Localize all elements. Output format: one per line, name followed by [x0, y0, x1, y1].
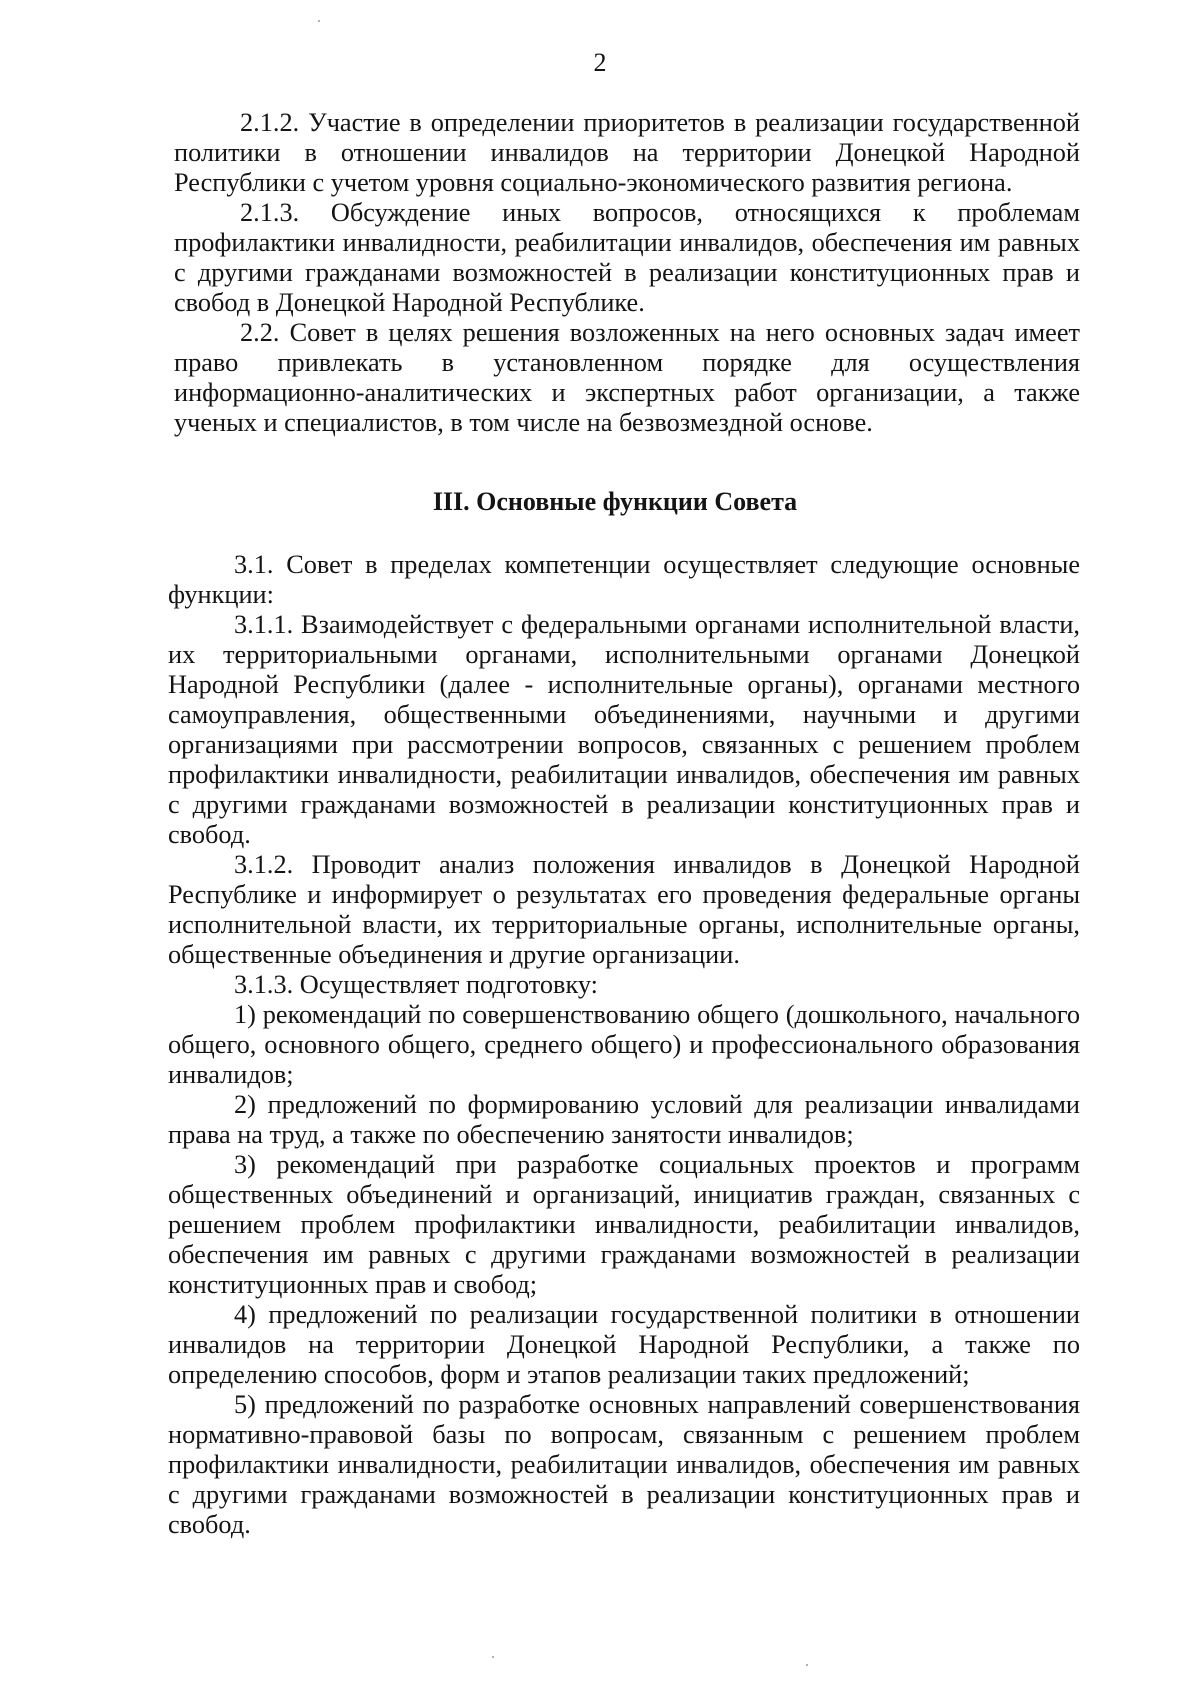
paragraph-3-1-1: 3.1.1. Взаимодействует с федеральными органами исполнительной власти, их территориальными органами, исполнительными органами Донецкой Народной Республики (далее - исполнительные органы), органами местного самоуправления, общественными объединениями, научными и другими организациями при рассмотрении вопросов, связанных с решением проблем профилактики инвалидности, реабилитации инвалидов, обеспечения им равных с другими гражданами возможностей в реализации конституционных прав и свобод. [168, 610, 1080, 849]
scan-speck [806, 1664, 808, 1666]
paragraph-3-1: 3.1. Совет в пределах компетенции осуществляет следующие основные функции: [168, 550, 1080, 609]
section-3-body [168, 550, 1080, 1540]
list-item-1: 1) рекомендаций по совершенствованию общего (дошкольного, начального общего, основного общего, среднего общего) и профессионального образования инвалидов; [168, 1000, 1080, 1089]
list-item-2: 2) предложений по формированию условий для реализации инвалидами права на труд, а также по обеспечению занятости инвалидов; [168, 1090, 1080, 1149]
list-item-5: 5) предложений по разработке основных направлений совершенствования нормативно-правовой базы по вопросам, связанным с решением проблем профилактики инвалидности, реабилитации инвалидов, обеспечения им равных с другими гражданами возможностей в реализации конституционных прав и свобод. [168, 1390, 1080, 1539]
list-item-4: 4) предложений по реализации государственной политики в отношении инвалидов на территории Донецкой Народной Республики, а также по определению способов, форм и этапов реализации таких предложений; [168, 1300, 1080, 1389]
section-2-continuation [174, 108, 1080, 438]
paragraph-3-1-3: 3.1.3. Осуществляет подготовку: [234, 970, 598, 999]
scan-speck [492, 1656, 494, 1658]
paragraph-2-2: 2.2. Совет в целях решения возложенных на него основных задач имеет право привлекать в установленном порядке для осуществления информационно-аналитических и экспертных работ организации, а также ученых и специалистов, в том числе на безвозмездной основе. [174, 318, 1080, 437]
section-3-heading-block [150, 487, 1080, 517]
paragraph-3-1-2: 3.1.2. Проводит анализ положения инвалидов в Донецкой Народной Республике и информирует о результатах его проведения федеральные органы исполнительной власти, их территориальные органы, исполнительные органы, общественные объединения и другие организации. [168, 850, 1080, 969]
section-heading: III. Основные функции Совета [432, 487, 798, 516]
scan-speck [318, 20, 320, 22]
paragraph-2-1-3: 2.1.3. Обсуждение иных вопросов, относящихся к проблемам профилактики инвалидности, реабилитации инвалидов, обеспечения им равных с другими гражданами возможностей в реализации конституционных прав и свобод в Донецкой Народной Республике. [174, 198, 1080, 317]
paragraph-2-1-2: 2.1.2. Участие в определении приоритетов в реализации государственной политики в отношении инвалидов на территории Донецкой Народной Республики с учетом уровня социально-экономического развития региона. [174, 108, 1080, 197]
list-item-3: 3) рекомендаций при разработке социальных проектов и программ общественных объединений и организаций, инициатив граждан, связанных с решением проблем профилактики инвалидности, реабилитации инвалидов, обеспечения им равных с другими гражданами возможностей в реализации конституционных прав и свобод; [168, 1150, 1080, 1299]
page-number: 2 [593, 48, 607, 77]
